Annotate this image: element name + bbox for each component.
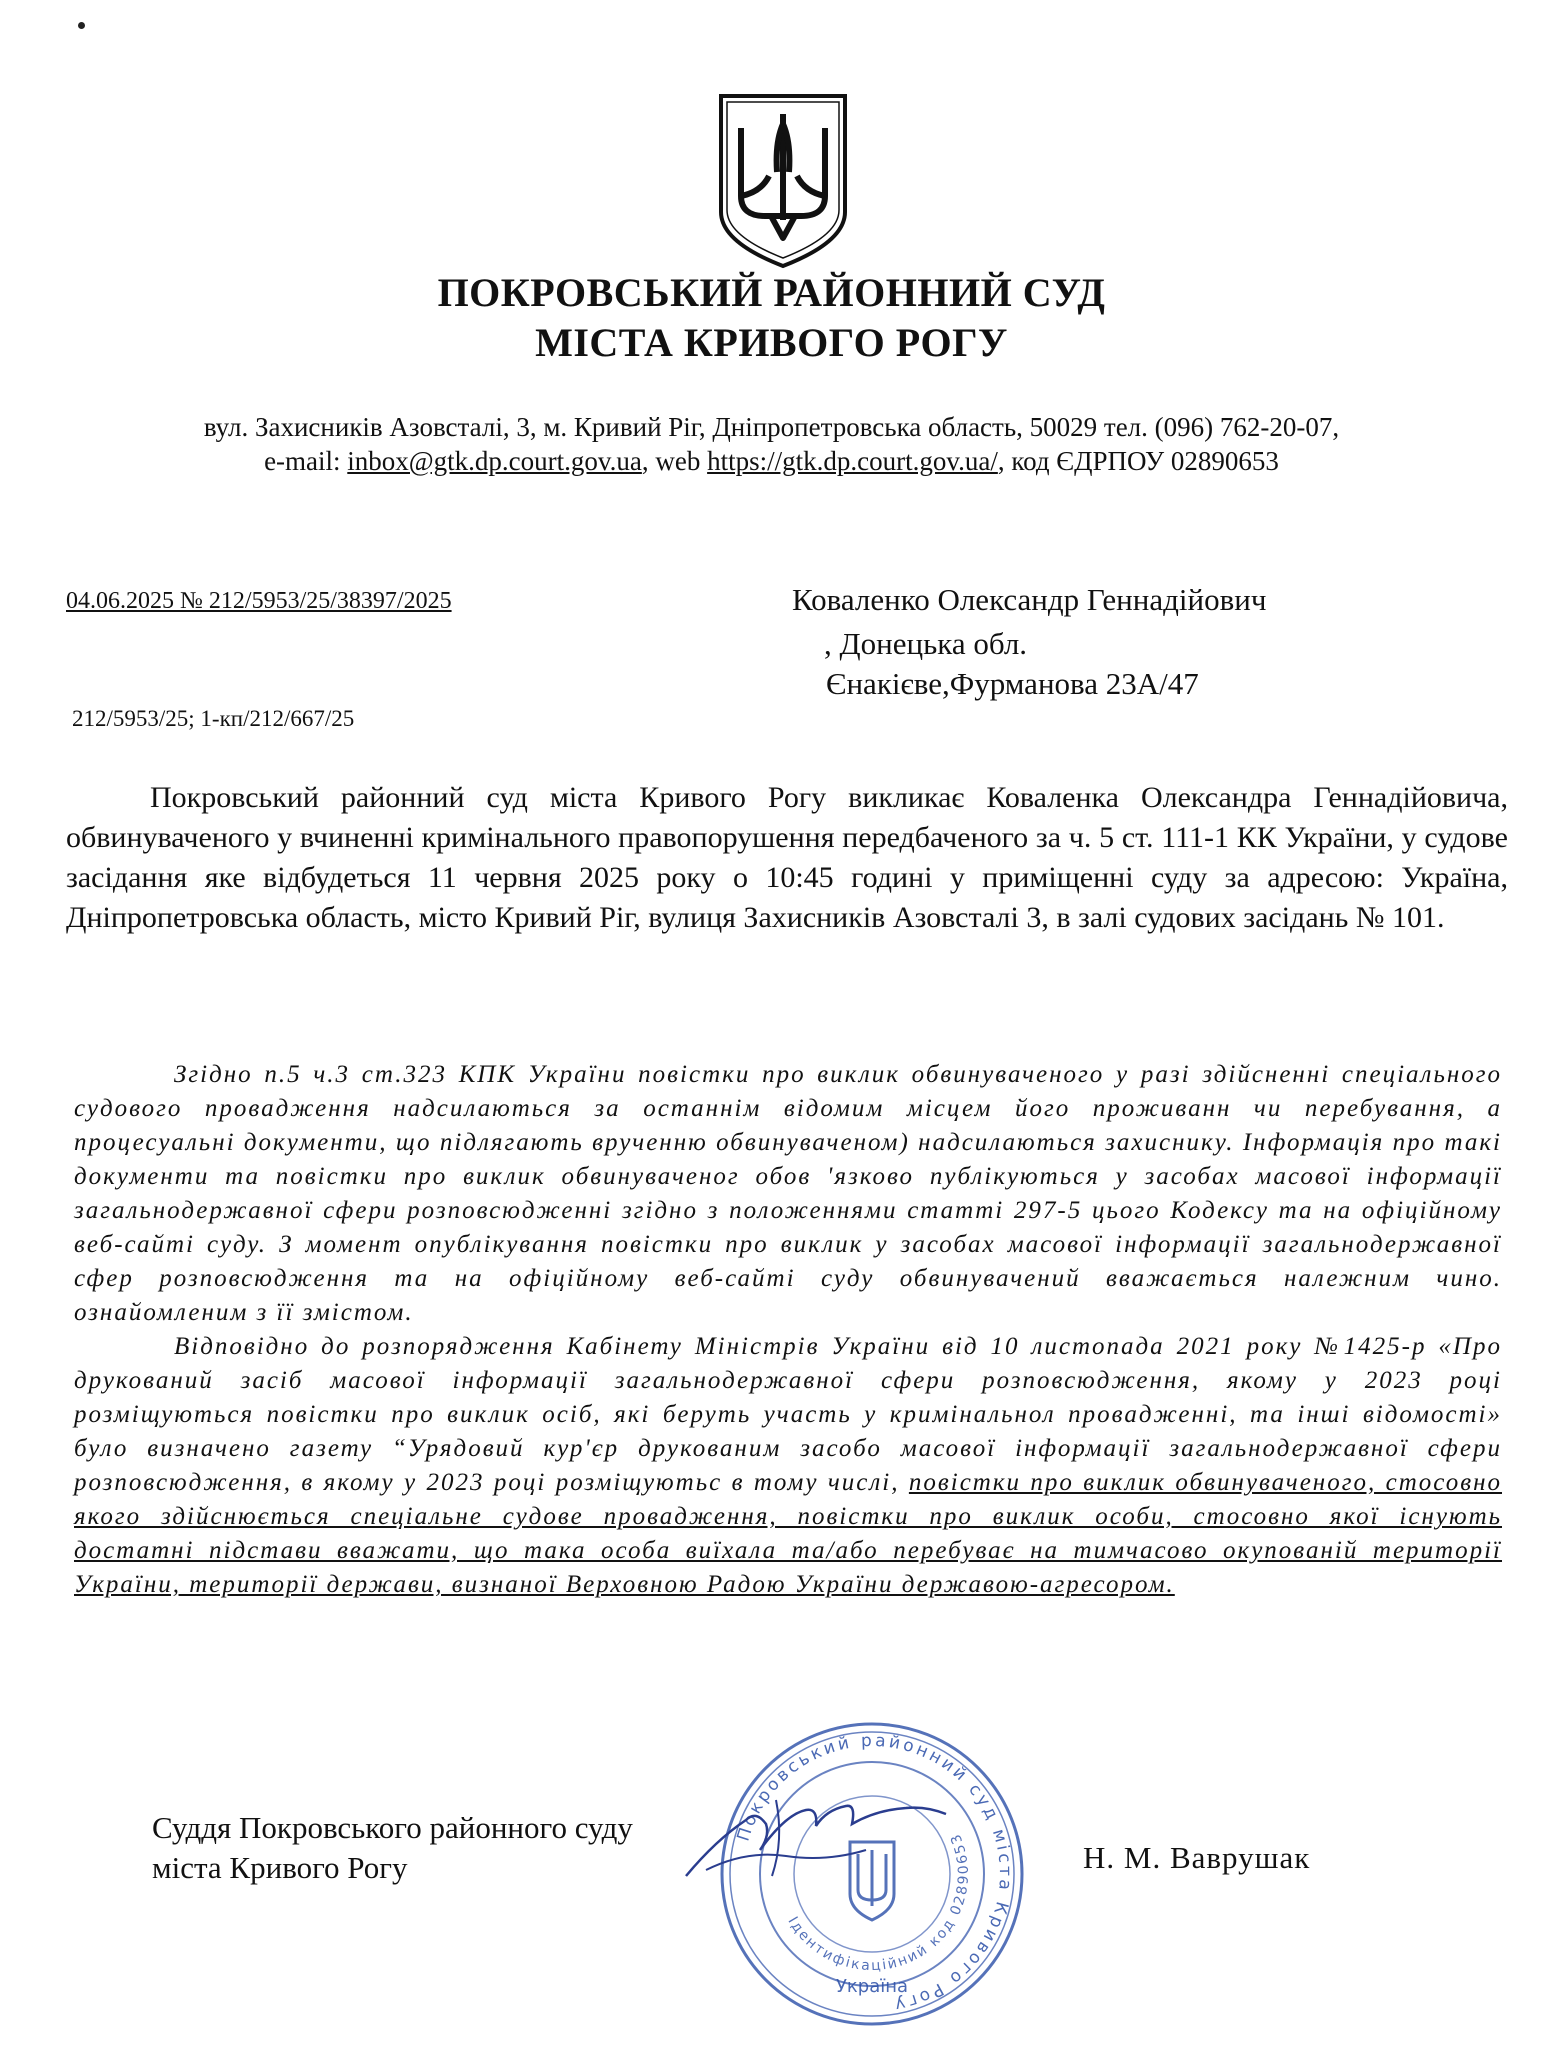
summons-paragraph: Покровський районний суд міста Кривого Рогу викликає Коваленка Олександра Геннадійовича, обвинуваченого у вчиненні кримінального правопорушення передбаченого за ч. 5 ст. 111-1 КК України, у судове засідання яке відбудеться 11 червня 2025 року о 10:45 годині у приміщенні суду за адресою: Україна, Дніпропетровська область, місто Кривий Ріг, вулиця Захисників Азовсталі 3, в залі судових засідань № 101. xyxy=(66,781,1508,934)
recipient-region: , Донецька обл. xyxy=(824,626,1028,661)
web-label: , web xyxy=(641,446,708,476)
notice-paragraph-2 xyxy=(74,1330,1502,1602)
stamp-outer-text: Покровський районний суд міста Кривого Рогу xyxy=(733,1730,1016,2016)
court-name-line2: МІСТА КРИВОГО РОГУ xyxy=(535,320,1008,365)
scan-speck xyxy=(78,22,85,29)
email-label: e-mail: xyxy=(264,446,348,476)
email-link[interactable]: inbox@gtk.dp.court.gov.ua xyxy=(347,446,642,476)
registration-number: 04.06.2025 № 212/5953/25/38397/2025 xyxy=(66,588,452,614)
edrpou-code: , код ЄДРПОУ 02890653 xyxy=(997,446,1279,476)
court-contacts xyxy=(0,444,1543,478)
case-numbers: 212/5953/25; 1-кп/212/667/25 xyxy=(72,706,355,731)
notice-paragraph-2-text: Відповідно до розпорядження Кабінету Міністрів України від 10 листопада 2021 року №1425-р «Про друкований засіб масової інформації загальнодержавної сфери розповсюдження, якому у 2023 році розміщуються повістки про виклик осіб, які беруть участь у кримінальнол провадженні, та інші відомості» було визначено газету “Урядовий кур'єр друкованим засобо масової інформації загальнодержавної сфери розповсюдження, в якому у 2023 році розміщуютьс в тому числі, xyxy=(74,1333,1502,1496)
judge-title-line1: Суддя Покровського районного суду xyxy=(152,1810,633,1845)
judge-signature xyxy=(676,1780,956,1890)
judge-title xyxy=(152,1808,633,1888)
judge-name: Н. М. Ваврушак xyxy=(1083,1840,1311,1875)
recipient-name: Коваленко Олександр Геннадійович xyxy=(792,582,1267,617)
stamp-bottom-text: Україна xyxy=(835,1976,909,1997)
trident-emblem-icon xyxy=(713,92,853,270)
legal-notice xyxy=(74,1058,1502,1602)
recipient-address: Єнакієве,Фурманова 23А/47 xyxy=(826,666,1199,701)
court-address: вул. Захисників Азовсталі, 3, м. Кривий Ріг, Дніпропетровська область, 50029 тел. (096) 762-20-07, xyxy=(203,412,1340,442)
stamp-inner-text: Ідентифікаційний код 02890653 xyxy=(784,1830,973,1975)
web-link[interactable]: https://gtk.dp.court.gov.ua/ xyxy=(707,446,998,476)
notice-paragraph-1: Згідно п.5 ч.3 ст.323 КПК України повістки про виклик обвинуваченого у разі здійсненні спеціального судового провадження надсилаються за останнім відомим місцем його проживанн чи перебування, а процесуальні документи, що підлягають врученню обвинуваченом) надсилаються захиснику. Інформація про такі документи та повістки про виклик обвинуваченог обов 'язково публікуються у засобах масової інформації загальнодержавної сфери розповсюдженні згідно з положеннями статті 297-5 цього Кодексу та на офіційному веб-сайті суду. З момент опублікування повістки про виклик у засобах масової інформації загальнодержавної сфер розповсюдження та на офіційному веб-сайті суду обвинувачений вважається належним чино. ознайомленим з її змістом. xyxy=(74,1061,1502,1326)
notice-paragraph-2-underlined: повістки про виклик обвинуваченого, стосовно якого здійснюється спеціальне судове провадження, повістки про виклик особи, стосовно якої існують достатні підстави вважати, що така особа виїхала та/або перебуває на тимчасово окупованій території України, території держави, визнаної Верховною Радою України державою-агресором. xyxy=(74,1469,1502,1598)
judge-title-line2: міста Кривого Рогу xyxy=(152,1850,408,1885)
court-name-line1: ПОКРОВСЬКИЙ РАЙОННИЙ СУД xyxy=(437,270,1106,315)
